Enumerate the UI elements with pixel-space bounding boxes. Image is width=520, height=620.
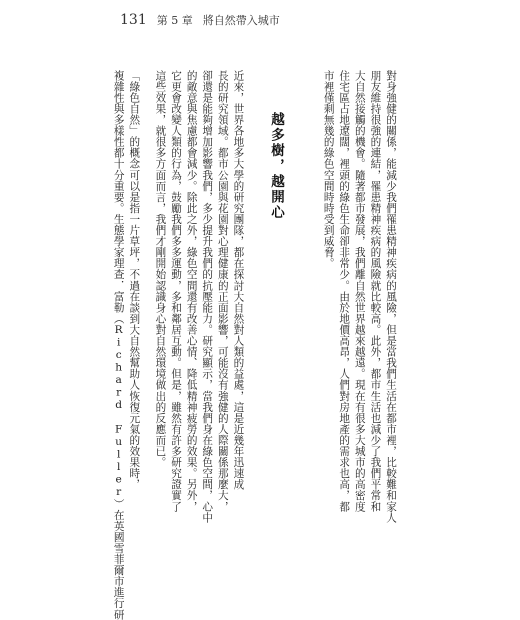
text-column: 大自然接觸的機會。隨著都市發展，我們離自然世界越來越遠。現在有很多大城市的高密度	[353, 70, 366, 512]
text-column: 長的研究領域。都市公園與花園對心理健康的正面影響，可能沒有強健的人際關係那麼大，	[216, 70, 229, 512]
text-column: 卻還是能夠增加影響我們，多少提升我們的抗壓能力。研究顯示，當我們身在綠色空間，心中	[201, 70, 214, 524]
text-column: 「綠色自然」的概念可以是指一片草坪，不過在談到大自然幫助人恢復元氣的效果時，	[128, 70, 141, 490]
text-column: 近來，世界各地多大學的研究團隊，都在探討大自然對人類的益處，這是近幾年迅速成	[232, 70, 245, 490]
text-column: 對身強健的關係，能減少我們罹患精神疾病的風險，但是當我們生活在都市裡，比較難和家人	[385, 70, 397, 524]
text-column: 的敵意與焦慮都會減少。除此之外，綠色空間還有改善心情、降低精神疲勞的效果。另外，	[185, 70, 198, 512]
chapter-label: 第 5 章	[156, 14, 193, 27]
section-heading: 越多樹，越開心	[268, 112, 284, 221]
section-one-text	[320, 70, 398, 524]
text-column: 住宅區占地遼闊，裡頭的綠色生命卻非常少。由於地價高昂，人們對房地產的需求也高，都	[338, 70, 351, 512]
chapter-title: 將自然帶入城市	[202, 14, 280, 27]
page-number: 131	[120, 12, 147, 28]
running-header	[120, 12, 280, 28]
text-column: 它更會改變人類的行為，鼓勵我們多多運動，多和鄰居互動。但是，雖然有許多研究證實了	[170, 70, 183, 512]
text-column: 市裡僅剩無幾的綠色空間時時受到威脅。	[322, 70, 335, 269]
text-column: 朋友維持很強的連結，罹患精神疾病的風險就比較高。此外，都市生活也減少了我們平常和	[369, 70, 382, 512]
text-column: 這些效果，就很多方面而言，我們才剛開始認識身心對自然環境做出的反應而已。	[154, 70, 167, 468]
text-column: 複雜性與多樣性都十分重要。生態學家理查．富勒（Richard Fuller）在英國雪菲爾市進行研	[112, 70, 125, 620]
section-two-text	[110, 70, 256, 620]
